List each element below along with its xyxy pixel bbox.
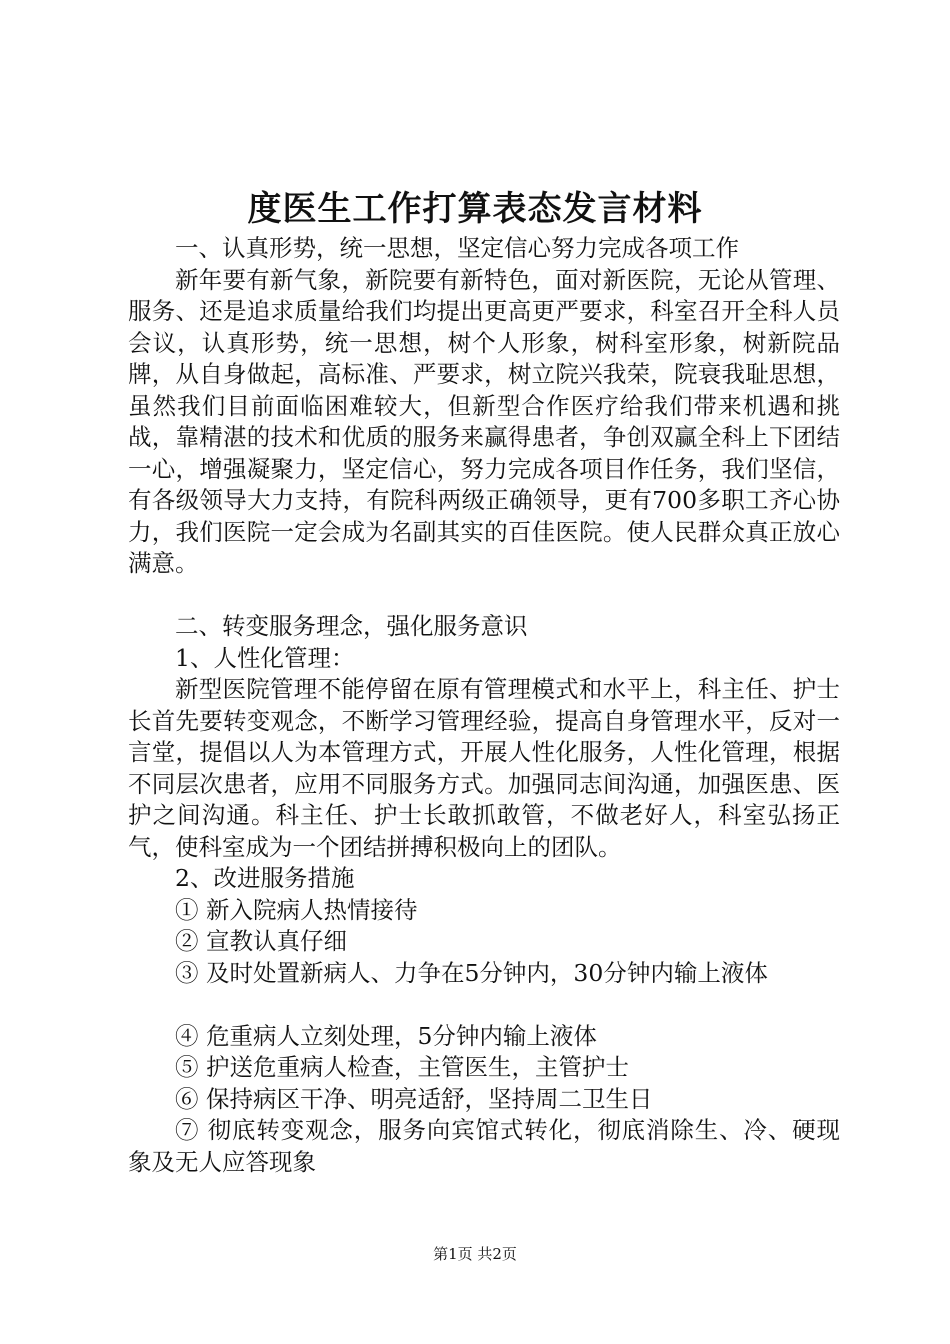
list-item-4: ④ 危重病人立刻处理，5分钟内输上液体 (175, 1021, 597, 1050)
paragraph-2: 新型医院管理不能停留在原有管理模式和水平上，科主任、护士长首先要转变观念，不断学习管理经验，提高自身管理水平，反对一言堂，提倡以人为本管理方式，开展人性化服务，人性化管理，根据不同层次患者，应用不同服务方式。加强同志间沟通，加强医患、医护之间沟通。科主任、护士长敢抓敢管，不做老好人，科室弘扬正气，使科室成为一个团结拼搏积极向上的团队。 (128, 675, 840, 861)
page-number-footer: 第1页 共2页 (433, 1245, 517, 1263)
list-item-6: ⑥ 保持病区干净、明亮适舒，坚持周二卫生日 (175, 1084, 653, 1113)
list-item-2: ② 宣教认真仔细 (175, 927, 347, 955)
list-item-1: ① 新入院病人热情接待 (175, 895, 418, 924)
section-heading-2: 二、转变服务理念，强化服务意识 (175, 612, 528, 640)
blank-line (128, 580, 840, 612)
document-body (128, 233, 840, 1178)
list-item-3: ③ 及时处置新病人、力争在5分钟内，30分钟内输上液体 (175, 958, 768, 987)
list-item-5: ⑤ 护送危重病人检查，主管医生，主管护士 (175, 1053, 629, 1081)
blank-line (128, 989, 840, 1021)
document-title: 度医生工作打算表态发言材料 (247, 189, 703, 229)
subheading-2: 2、改进服务措施 (175, 864, 355, 892)
list-item-7: ⑦ 彻底转变观念，服务向宾馆式转化，彻底消除生、冷、硬现象及无人应答现象 (128, 1116, 840, 1176)
subheading-1: 1、人性化管理： (175, 643, 355, 672)
paragraph-1: 新年要有新气象，新院要有新特色，面对新医院，无论从管理、服务、还是追求质量给我们均提出更高更严要求，科室召开全科人员会议，认真形势，统一思想，树个人形象，树科室形象，树新院品牌，从自身做起，高标准、严要求，树立院兴我荣，院衰我耻思想，虽然我们目前面临困难较大，但新型合作医疗给我们带来机遇和挑战，靠精湛的技术和优质的服务来赢得患者，争创双赢全科上下团结一心，增强凝聚力，坚定信心，努力完成各项目作任务，我们坚信，有各级领导大力支持，有院科两级正确领导，更有700多职工齐心协力，我们医院一定会成为名副其实的百佳医院。使人民群众真正放心满意。 (128, 265, 840, 577)
section-heading-1: 一、认真形势，统一思想，坚定信心努力完成各项工作 (175, 234, 739, 262)
